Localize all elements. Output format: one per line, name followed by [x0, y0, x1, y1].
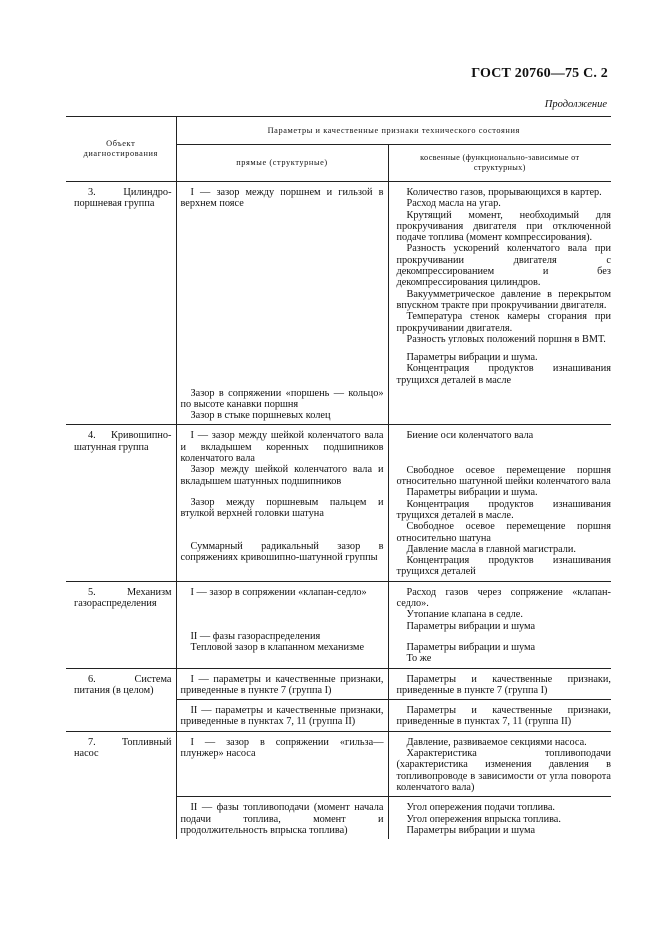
indirect-param: Давление, развиваемое секциями насоса.	[406, 736, 587, 748]
indirect-param: Параметры и качественные признаки, приведенные в пункте 7 (группа I)	[396, 673, 611, 696]
indirect-param: Параметры вибрации и шума	[406, 620, 536, 632]
indirect-param: Свободное осевое перемещение поршня относительно шатуна	[396, 521, 611, 544]
object-name: 7. Топливный насос	[74, 736, 172, 760]
direct-param: Зазор в стыке поршневых колец	[190, 410, 331, 422]
standard-designation: ГОСТ 20760—75 С. 2	[471, 66, 608, 81]
object-name: 6. Система питания (в целом)	[74, 673, 172, 696]
indirect-param: То же	[406, 653, 432, 665]
table-header-row	[66, 117, 611, 145]
direct-param: Тепловой зазор в клапанном механизме	[190, 642, 365, 654]
object-name: 5. Механизм газораспределения	[74, 586, 172, 610]
object-name: 3. Цилиндро-поршневая группа	[74, 187, 172, 210]
indirect-param: Параметры вибрации и шума	[406, 824, 536, 836]
direct-param: Зазор в сопряжении «поршень — кольцо» по высоте канавки поршня	[180, 387, 384, 410]
direct-param: I — параметры и качественные признаки, приведенные в пункте 7 (группа I)	[180, 673, 384, 696]
direct-param: II — фазы газораспределения	[190, 631, 321, 643]
table-row	[66, 425, 611, 581]
indirect-param: Параметры вибрации и шума.	[406, 352, 538, 364]
header-parameters: Параметры и качественные признаки технического состояния	[176, 117, 611, 145]
indirect-param: Биение оси коленчатого вала	[406, 430, 534, 442]
indirect-param: Разность ускорений коленчатого вала при прокручивании двигателя с декомпрессированием и без декомпрессирования цилиндров.	[396, 243, 611, 289]
indirect-param: Расход масла на угар.	[406, 198, 501, 210]
table-row	[66, 668, 611, 700]
indirect-param: Параметры вибрации и шума	[406, 641, 536, 653]
indirect-param: Угол опережения впрыска топлива.	[406, 813, 561, 825]
direct-param: Суммарный радикальный зазор в сопряжениях кривошипно-шатунной группы	[180, 540, 384, 563]
table-row	[66, 731, 611, 796]
direct-param: II — фазы топливоподачи (момент начала подачи топлива, момент и продолжительность впрыска топлива)	[180, 802, 384, 836]
indirect-param: Разность угловых положений поршня в ВМТ.	[406, 333, 606, 345]
indirect-param: Параметры вибрации и шума.	[406, 487, 538, 499]
indirect-param: Расход газов через сопряжение «клапан-седло».	[396, 586, 611, 610]
direct-param: I — зазор между поршнем и гильзой в верхнем поясе	[180, 187, 384, 210]
header-direct: прямые (структурные)	[176, 145, 388, 182]
continuation-label: Продолжение	[544, 99, 607, 110]
indirect-param: Утопание клапана в седле.	[406, 609, 523, 621]
indirect-param: Концентрация продуктов изнашивания трущихся деталей в масле.	[396, 498, 611, 521]
direct-param: II — параметры и качественные признаки, приведенные в пунктах 7, 11 (группа II)	[180, 705, 384, 728]
table-row	[66, 581, 611, 668]
object-name: 4. Кривошипно-шатунная группа	[74, 430, 172, 453]
direct-param: Зазор между поршневым пальцем и втулкой верхней головки шатуна	[180, 496, 384, 520]
direct-param: I — зазор в сопряжении «гильза—плунжер» насоса	[180, 736, 384, 760]
indirect-param: Концентрация продуктов изнашивания трущихся деталей	[396, 555, 611, 578]
indirect-param: Давление масла в главной магистрали.	[406, 543, 576, 555]
indirect-param: Угол опережения подачи топлива.	[406, 802, 555, 814]
header-indirect: косвенные (функционально-зависимые от структурных)	[388, 145, 611, 182]
indirect-param: Крутящий момент, необходимый для прокручивания двигателя при отключенной подаче топлива (момент компрессирования).	[396, 209, 611, 244]
indirect-param: Свободное осевое перемещение поршня относительно шатунной шейки коленчатого вала	[396, 464, 611, 488]
indirect-param: Концентрация продуктов изнашивания трущихся деталей в масле	[396, 363, 611, 386]
indirect-param: Характеристика топливоподачи (характеристика изменения давления в топливопроводе в зависимости от угла поворота коленчатого вала)	[396, 748, 611, 793]
table-row	[66, 182, 611, 425]
indirect-param: Количество газов, прорывающихся в картер.	[406, 187, 602, 198]
header-object: Объект диагностирования	[66, 117, 176, 182]
direct-param: I — зазор в сопряжении «клапан-седло»	[190, 586, 367, 598]
indirect-param: Вакуумметрическое давление в перекрытом впускном тракте при прокручивании двигателя.	[396, 288, 611, 311]
diagnostics-table	[66, 116, 611, 839]
direct-param: Зазор между шейкой коленчатого вала и вкладышем шатунных подшипников	[180, 464, 384, 487]
indirect-param: Параметры и качественные признаки, приведенные в пунктах 7, 11 (группа II)	[396, 705, 611, 728]
direct-param: I — зазор между шейкой коленчатого вала и вкладышем коренных подшипников коленчатого вала	[180, 430, 384, 465]
indirect-param: Температура стенок камеры сгорания при прокручивании двигателя.	[396, 311, 611, 334]
